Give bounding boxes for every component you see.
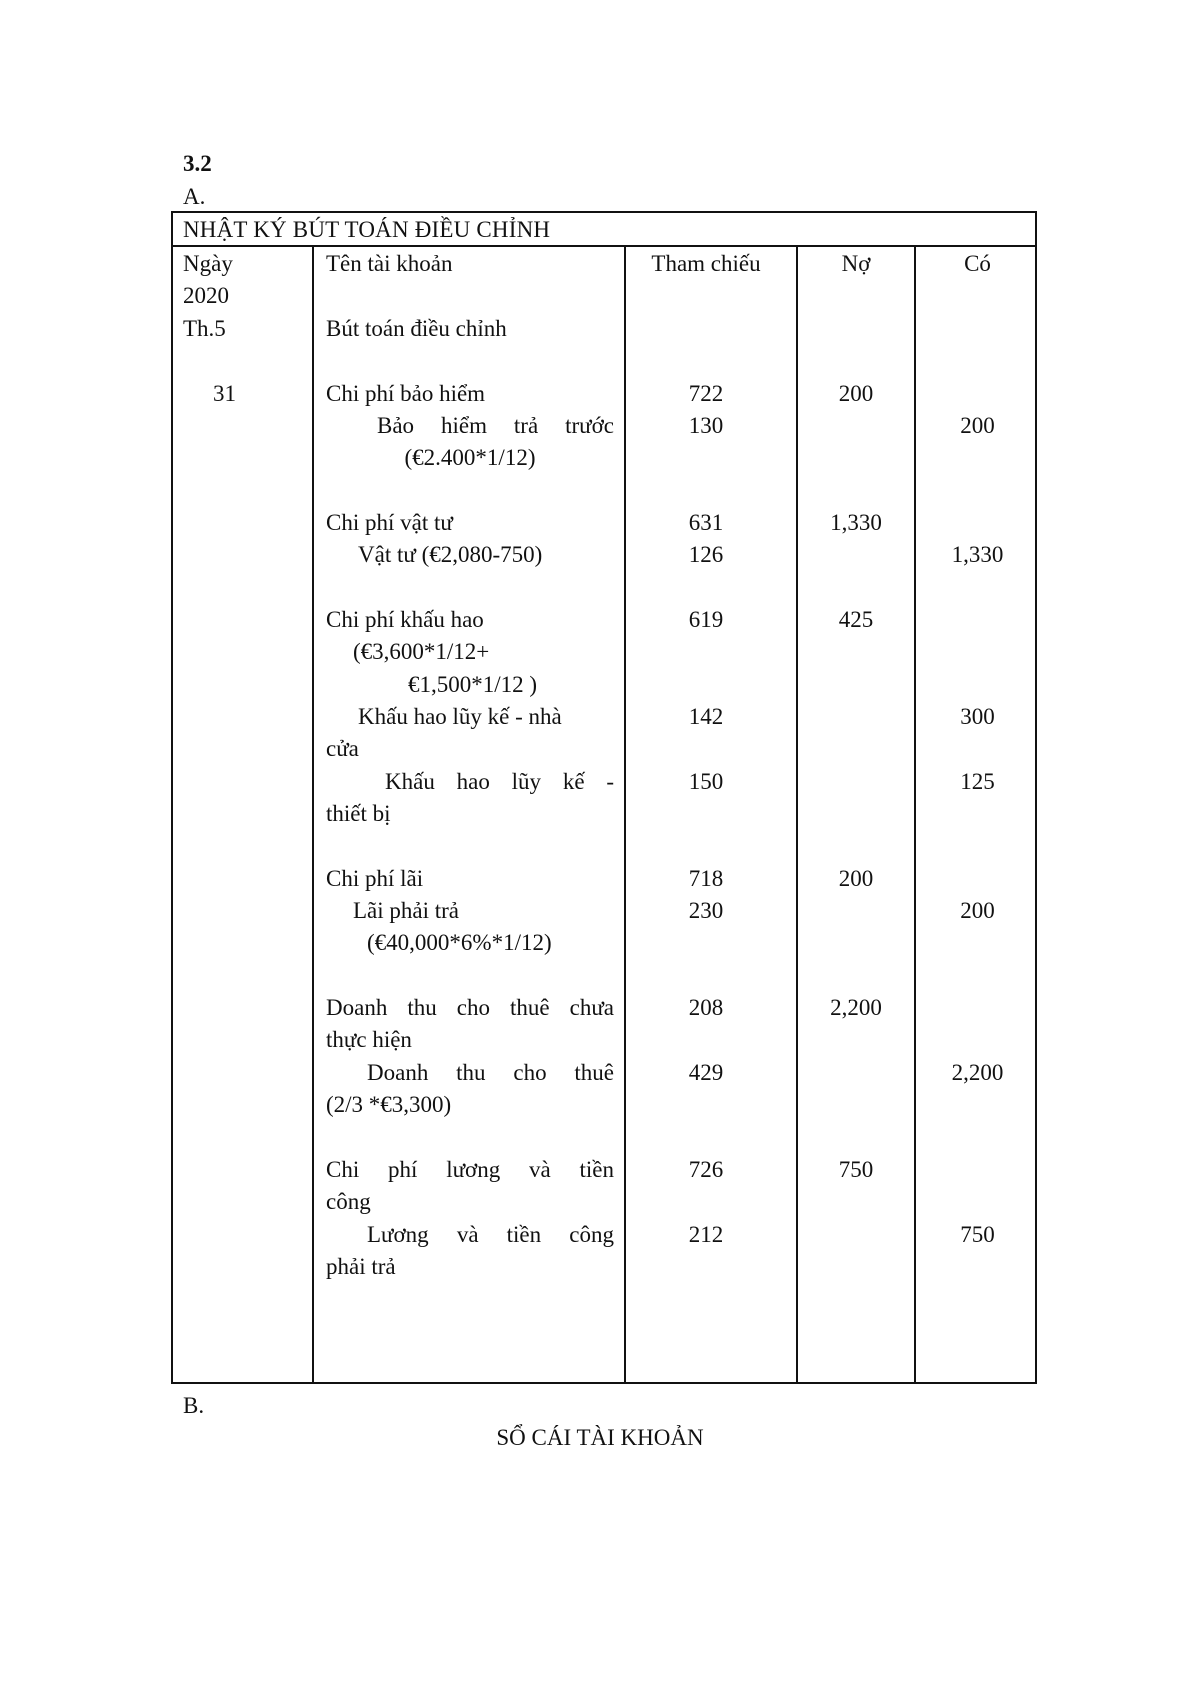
ref: 230 bbox=[688, 898, 724, 923]
ref: 208 bbox=[688, 995, 724, 1020]
credit-account: Khấu hao lũy kế - nhà bbox=[358, 704, 562, 729]
ledger-title: SỔ CÁI TÀI KHOẢN bbox=[496, 1425, 704, 1450]
credit-account: phải trả bbox=[326, 1254, 396, 1279]
ref: 718 bbox=[688, 866, 724, 891]
column-divider bbox=[312, 247, 314, 1382]
ref: 212 bbox=[688, 1222, 724, 1247]
ref: 142 bbox=[688, 704, 724, 729]
ref: 619 bbox=[688, 607, 724, 632]
header-ref: Tham chiếu bbox=[651, 251, 761, 276]
credit-amount: 200 bbox=[960, 413, 995, 438]
credit-account: Bảo hiểm trả trước bbox=[377, 413, 614, 438]
debit-account: công bbox=[326, 1189, 371, 1214]
debit-account: Doanh thu cho thuê chưa bbox=[326, 995, 614, 1020]
ref: 726 bbox=[688, 1157, 724, 1182]
credit-account: cửa bbox=[326, 736, 359, 761]
ref: 130 bbox=[688, 413, 724, 438]
credit-account: Khấu hao lũy kế - bbox=[385, 769, 614, 794]
ref: 126 bbox=[688, 542, 724, 567]
header-account: Tên tài khoản bbox=[326, 251, 453, 276]
credit-amount: 750 bbox=[960, 1222, 995, 1247]
debit-account: thực hiện bbox=[326, 1027, 412, 1052]
credit-account: Lãi phải trả bbox=[353, 898, 460, 923]
debit-account: Chi phí lãi bbox=[326, 866, 424, 891]
column-divider bbox=[914, 247, 916, 1382]
credit-amount: 2,200 bbox=[951, 1060, 1004, 1085]
ref: 722 bbox=[688, 381, 724, 406]
header-debit: Nợ bbox=[841, 251, 871, 276]
debit-account: Chi phí lương và tiền bbox=[326, 1157, 614, 1182]
ref: 429 bbox=[688, 1060, 724, 1085]
credit-account: thiết bị bbox=[326, 801, 391, 826]
day: 31 bbox=[213, 381, 236, 406]
entries-heading: Bút toán điều chỉnh bbox=[326, 316, 507, 341]
entry-note: (€3,600*1/12+ bbox=[353, 639, 490, 664]
entry-note: (€40,000*6%*1/12) bbox=[367, 930, 552, 955]
adjusting-journal-table bbox=[171, 211, 1037, 1384]
credit-amount: 1,330 bbox=[951, 542, 1004, 567]
column-divider bbox=[796, 247, 798, 1382]
journal-title: NHẬT KÝ BÚT TOÁN ĐIỀU CHỈNH bbox=[173, 213, 1035, 247]
credit-account: Lương và tiền công bbox=[367, 1222, 614, 1247]
header-date: Ngày bbox=[183, 251, 233, 276]
header-credit: Có bbox=[964, 251, 991, 276]
entry-note: (€2.400*1/12) bbox=[404, 445, 536, 470]
debit-account: Chi phí bảo hiểm bbox=[326, 381, 486, 406]
month: Th.5 bbox=[183, 316, 226, 341]
debit-account: Chi phí khấu hao bbox=[326, 607, 484, 632]
credit-amount: 125 bbox=[960, 769, 995, 794]
credit-amount: 200 bbox=[960, 898, 995, 923]
part-a-label: A. bbox=[183, 184, 206, 209]
debit-amount: 200 bbox=[838, 381, 874, 406]
section-number: 3.2 bbox=[183, 151, 212, 176]
ref: 150 bbox=[688, 769, 724, 794]
entry-note: €1,500*1/12 ) bbox=[408, 672, 538, 697]
debit-account: Chi phí vật tư bbox=[326, 510, 453, 535]
part-b-label: B. bbox=[183, 1393, 205, 1418]
ref: 631 bbox=[688, 510, 724, 535]
debit-amount: 200 bbox=[838, 866, 874, 891]
debit-amount: 2,200 bbox=[830, 995, 882, 1020]
debit-amount: 1,330 bbox=[830, 510, 882, 535]
credit-account: Doanh thu cho thuê bbox=[367, 1060, 614, 1085]
entry-note: (2/3 *€3,300) bbox=[326, 1092, 452, 1117]
debit-amount: 425 bbox=[838, 607, 874, 632]
credit-amount: 300 bbox=[960, 704, 995, 729]
debit-amount: 750 bbox=[838, 1157, 874, 1182]
credit-account: Vật tư (€2,080-750) bbox=[358, 542, 543, 567]
year: 2020 bbox=[183, 283, 229, 308]
